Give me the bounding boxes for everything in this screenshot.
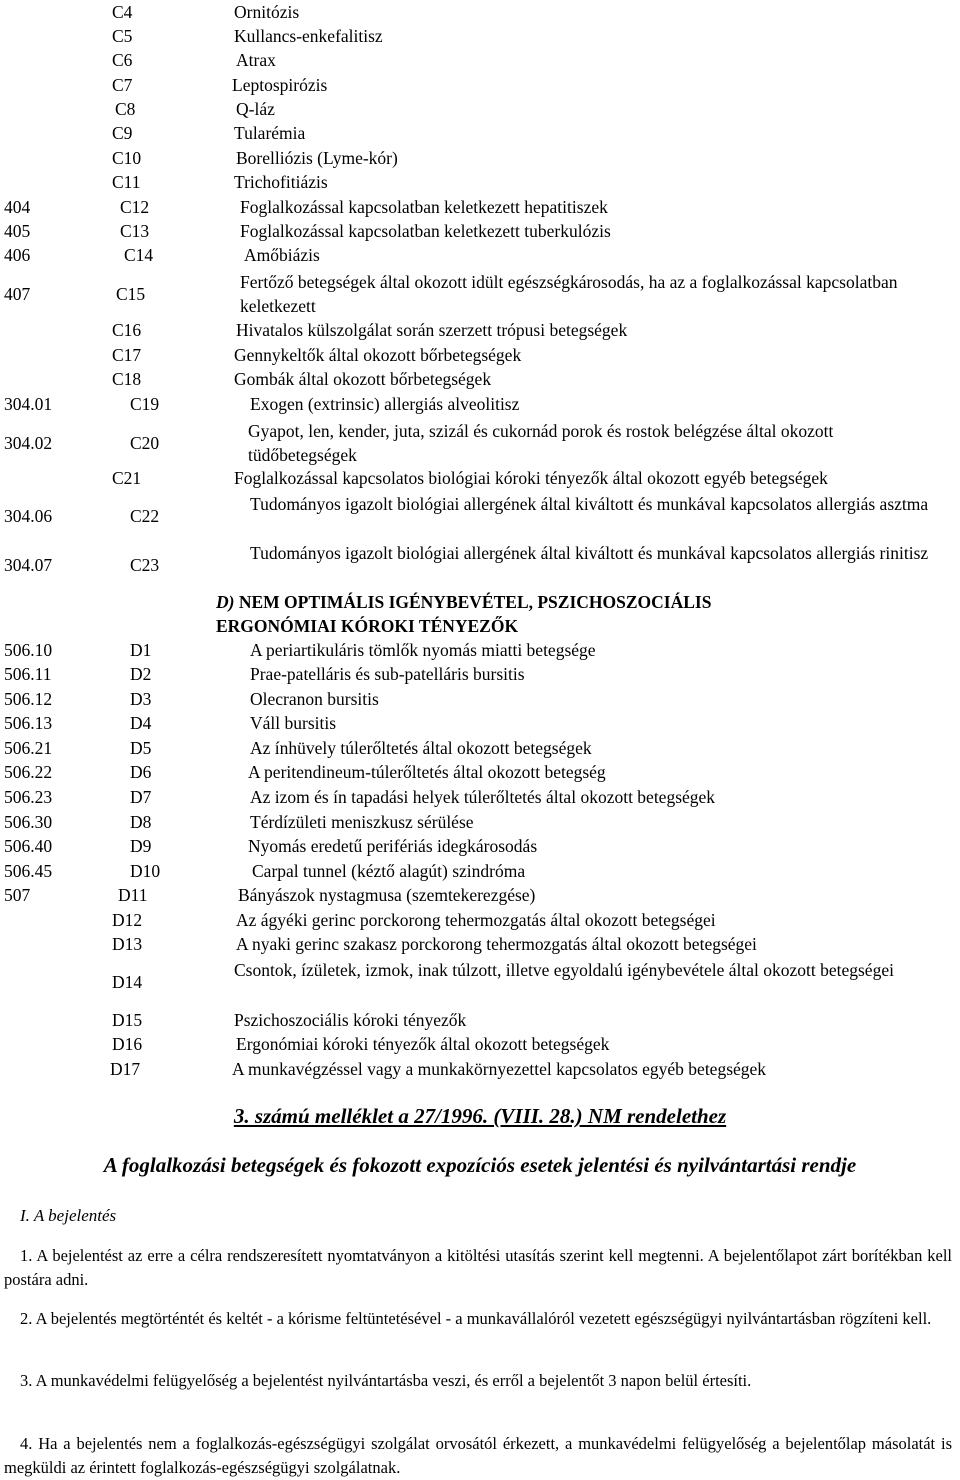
row-number: 304.06 (4, 506, 53, 526)
row-description: A nyaki gerinc szakasz porckorong tehermozgatás által okozott betegségei (236, 934, 757, 954)
paragraph-1: 1. A bejelentést az erre a célra rendszeresített nyomtatványon a kitöltési utasítás szerint kell megtenni. A bejelentőlapot zárt borítékban kell postára adni. (4, 1246, 952, 1289)
row-number: 506.13 (4, 713, 53, 733)
section-d-heading (216, 590, 711, 614)
row-description: Prae-patelláris és sub-patelláris bursitis (250, 664, 525, 684)
annex-title: 3. számú melléklet a 27/1996. (VIII. 28.) NM rendelethez (233, 1104, 727, 1128)
row-code: D1 (130, 640, 152, 660)
row-description: Gennykeltők által okozott bőrbetegségek (234, 345, 522, 365)
row-description: A peritendineum-túlerőltetés által okozott betegség (248, 762, 606, 782)
row-description: Carpal tunnel (kéztő alagút) szindróma (252, 861, 526, 881)
row-number: 304.07 (4, 555, 53, 575)
row-description: Kullancs-enkefalitisz (234, 26, 383, 46)
row-code: D3 (130, 689, 152, 709)
row-code: C9 (112, 123, 133, 143)
row-description: Gombák által okozott bőrbetegségek (234, 369, 492, 389)
row-number: 507 (4, 885, 31, 905)
row-description: Váll bursitis (250, 713, 337, 733)
main-title: A foglalkozási betegségek és fokozott expozíciós esetek jelentési és nyilvántartási rendje (103, 1153, 857, 1177)
row-description: Trichofitiázis (234, 172, 328, 192)
row-code: C14 (124, 245, 154, 265)
row-code: D5 (130, 738, 152, 758)
row-number: 407 (4, 284, 31, 304)
row-code: C22 (130, 506, 160, 526)
row-code: D10 (130, 861, 161, 881)
row-code: C17 (112, 345, 142, 365)
row-number: 506.10 (4, 640, 53, 660)
row-code: D11 (118, 885, 148, 905)
row-code: D14 (112, 972, 143, 992)
row-description: Tudományos igazolt biológiai allergének által kiváltott és munkával kapcsolatos allergiás asztma (250, 494, 929, 514)
row-code: D8 (130, 812, 152, 832)
row-number: 404 (4, 197, 31, 217)
row-description: Exogen (extrinsic) allergiás alveolitisz (250, 394, 520, 414)
section-d-title-line2: ERGONÓMIAI KÓROKI TÉNYEZŐK (216, 616, 519, 636)
row-code: C19 (130, 394, 160, 414)
row-number: 506.22 (4, 762, 53, 782)
row-number: 506.11 (4, 664, 52, 684)
row-code: C20 (130, 433, 160, 453)
row-code: D6 (130, 762, 152, 782)
subheading: I. A bejelentés (20, 1206, 117, 1225)
row-number: 506.21 (4, 738, 53, 758)
row-number: 506.30 (4, 812, 53, 832)
row-number: 506.23 (4, 787, 53, 807)
row-code: C10 (112, 148, 142, 168)
paragraph-4: 4. Ha a bejelentés nem a foglalkozás-egészségügyi szolgálat orvosától érkezett, a munkavédelmi felügyelőség a bejelentőlap másolatát is megküldi az érintett foglalkozás-egészségügyi szolgálatnak. (4, 1434, 952, 1477)
section-d-prefix: D) (216, 592, 235, 612)
row-code: C7 (112, 75, 133, 95)
row-number: 304.01 (4, 394, 53, 414)
row-code: D15 (112, 1010, 143, 1030)
row-code: D9 (130, 836, 152, 856)
row-number: 406 (4, 245, 31, 265)
row-description: Amőbiázis (244, 245, 320, 265)
row-number: 506.40 (4, 836, 53, 856)
row-number: 405 (4, 221, 31, 241)
row-description: Gyapot, len, kender, juta, szizál és cukornád porok és rostok belégzése által okozott tüdőbetegségek (248, 421, 834, 465)
row-description: Foglalkozással kapcsolatban keletkezett tuberkulózis (240, 221, 611, 241)
row-code: C6 (112, 50, 133, 70)
row-code: C21 (112, 468, 142, 488)
row-code: C4 (112, 2, 133, 22)
row-code: C11 (112, 172, 141, 192)
paragraph-2: 2. A bejelentés megtörténtét és keltét - a kórisme feltüntetésével - a munkavállalóról vezetett egészségügyi nyilvántartásban rögzíteni kell. (20, 1309, 932, 1328)
row-description: Leptospirózis (232, 75, 328, 95)
paragraph-3: 3. A munkavédelmi felügyelőség a bejelentést nyilvántartásba veszi, és erről a bejelentőt 3 napon belül értesíti. (20, 1371, 752, 1390)
row-description: Ornitózis (234, 2, 300, 22)
row-code: D2 (130, 664, 152, 684)
row-description: Tularémia (234, 123, 306, 143)
row-code: C23 (130, 555, 160, 575)
row-code: D13 (112, 934, 143, 954)
row-code: D16 (112, 1034, 143, 1054)
row-code: C12 (120, 197, 150, 217)
row-description: Hivatalos külszolgálat során szerzett trópusi betegségek (236, 320, 628, 340)
row-code: C8 (115, 99, 136, 119)
row-description: Ergonómiai kóroki tényezők által okozott betegségek (236, 1034, 610, 1054)
row-description: Foglalkozással kapcsolatos biológiai kóroki tényezők által okozott egyéb betegségek (234, 468, 828, 488)
row-code: C16 (112, 320, 142, 340)
row-code: C13 (120, 221, 150, 241)
row-description: Az ínhüvely túlerőltetés által okozott betegségek (250, 738, 592, 758)
row-description: Pszichoszociális kóroki tényezők (234, 1010, 467, 1030)
row-description: Borelliózis (Lyme-kór) (236, 148, 398, 168)
section-d-title-line1: NEM OPTIMÁLIS IGÉNYBEVÉTEL, PSZICHOSZOCIÁLIS (238, 592, 712, 612)
row-code: C18 (112, 369, 142, 389)
row-code: D17 (110, 1059, 141, 1079)
row-number: 506.12 (4, 689, 53, 709)
row-description: Atrax (236, 50, 276, 70)
row-code: D4 (130, 713, 152, 733)
row-description: Csontok, ízületek, izmok, inak túlzott, illetve egyoldalú igénybevétele által okozott betegségei (234, 960, 894, 980)
row-description: Térdízületi meniszkusz sérülése (250, 812, 474, 832)
row-description: Tudományos igazolt biológiai allergének által kiváltott és munkával kapcsolatos allergiás rinitisz (250, 543, 929, 563)
row-code: C15 (116, 284, 146, 304)
row-code: C5 (112, 26, 133, 46)
row-description: Foglalkozással kapcsolatban keletkezett hepatitiszek (240, 197, 608, 217)
row-description: Olecranon bursitis (250, 689, 379, 709)
row-number: 506.45 (4, 861, 53, 881)
row-description: A periartikuláris tömlők nyomás miatti betegsége (250, 640, 596, 660)
row-description: Az ágyéki gerinc porckorong tehermozgatás által okozott betegségei (236, 910, 716, 930)
row-code: D12 (112, 910, 143, 930)
row-description: Q-láz (236, 99, 275, 119)
row-description: Fertőző betegségek által okozott idült egészségkárosodás, ha az a foglalkozással kapcsolatban keletkezett (240, 272, 898, 316)
row-code: D7 (130, 787, 152, 807)
row-description: Nyomás eredetű perifériás idegkárosodás (248, 836, 538, 856)
row-description: Bányászok nystagmusa (szemtekerezgése) (238, 885, 536, 905)
row-description: A munkavégzéssel vagy a munkakörnyezettel kapcsolatos egyéb betegségek (232, 1059, 767, 1079)
row-description: Az izom és ín tapadási helyek túlerőltetés által okozott betegségek (250, 787, 716, 807)
row-number: 304.02 (4, 433, 53, 453)
